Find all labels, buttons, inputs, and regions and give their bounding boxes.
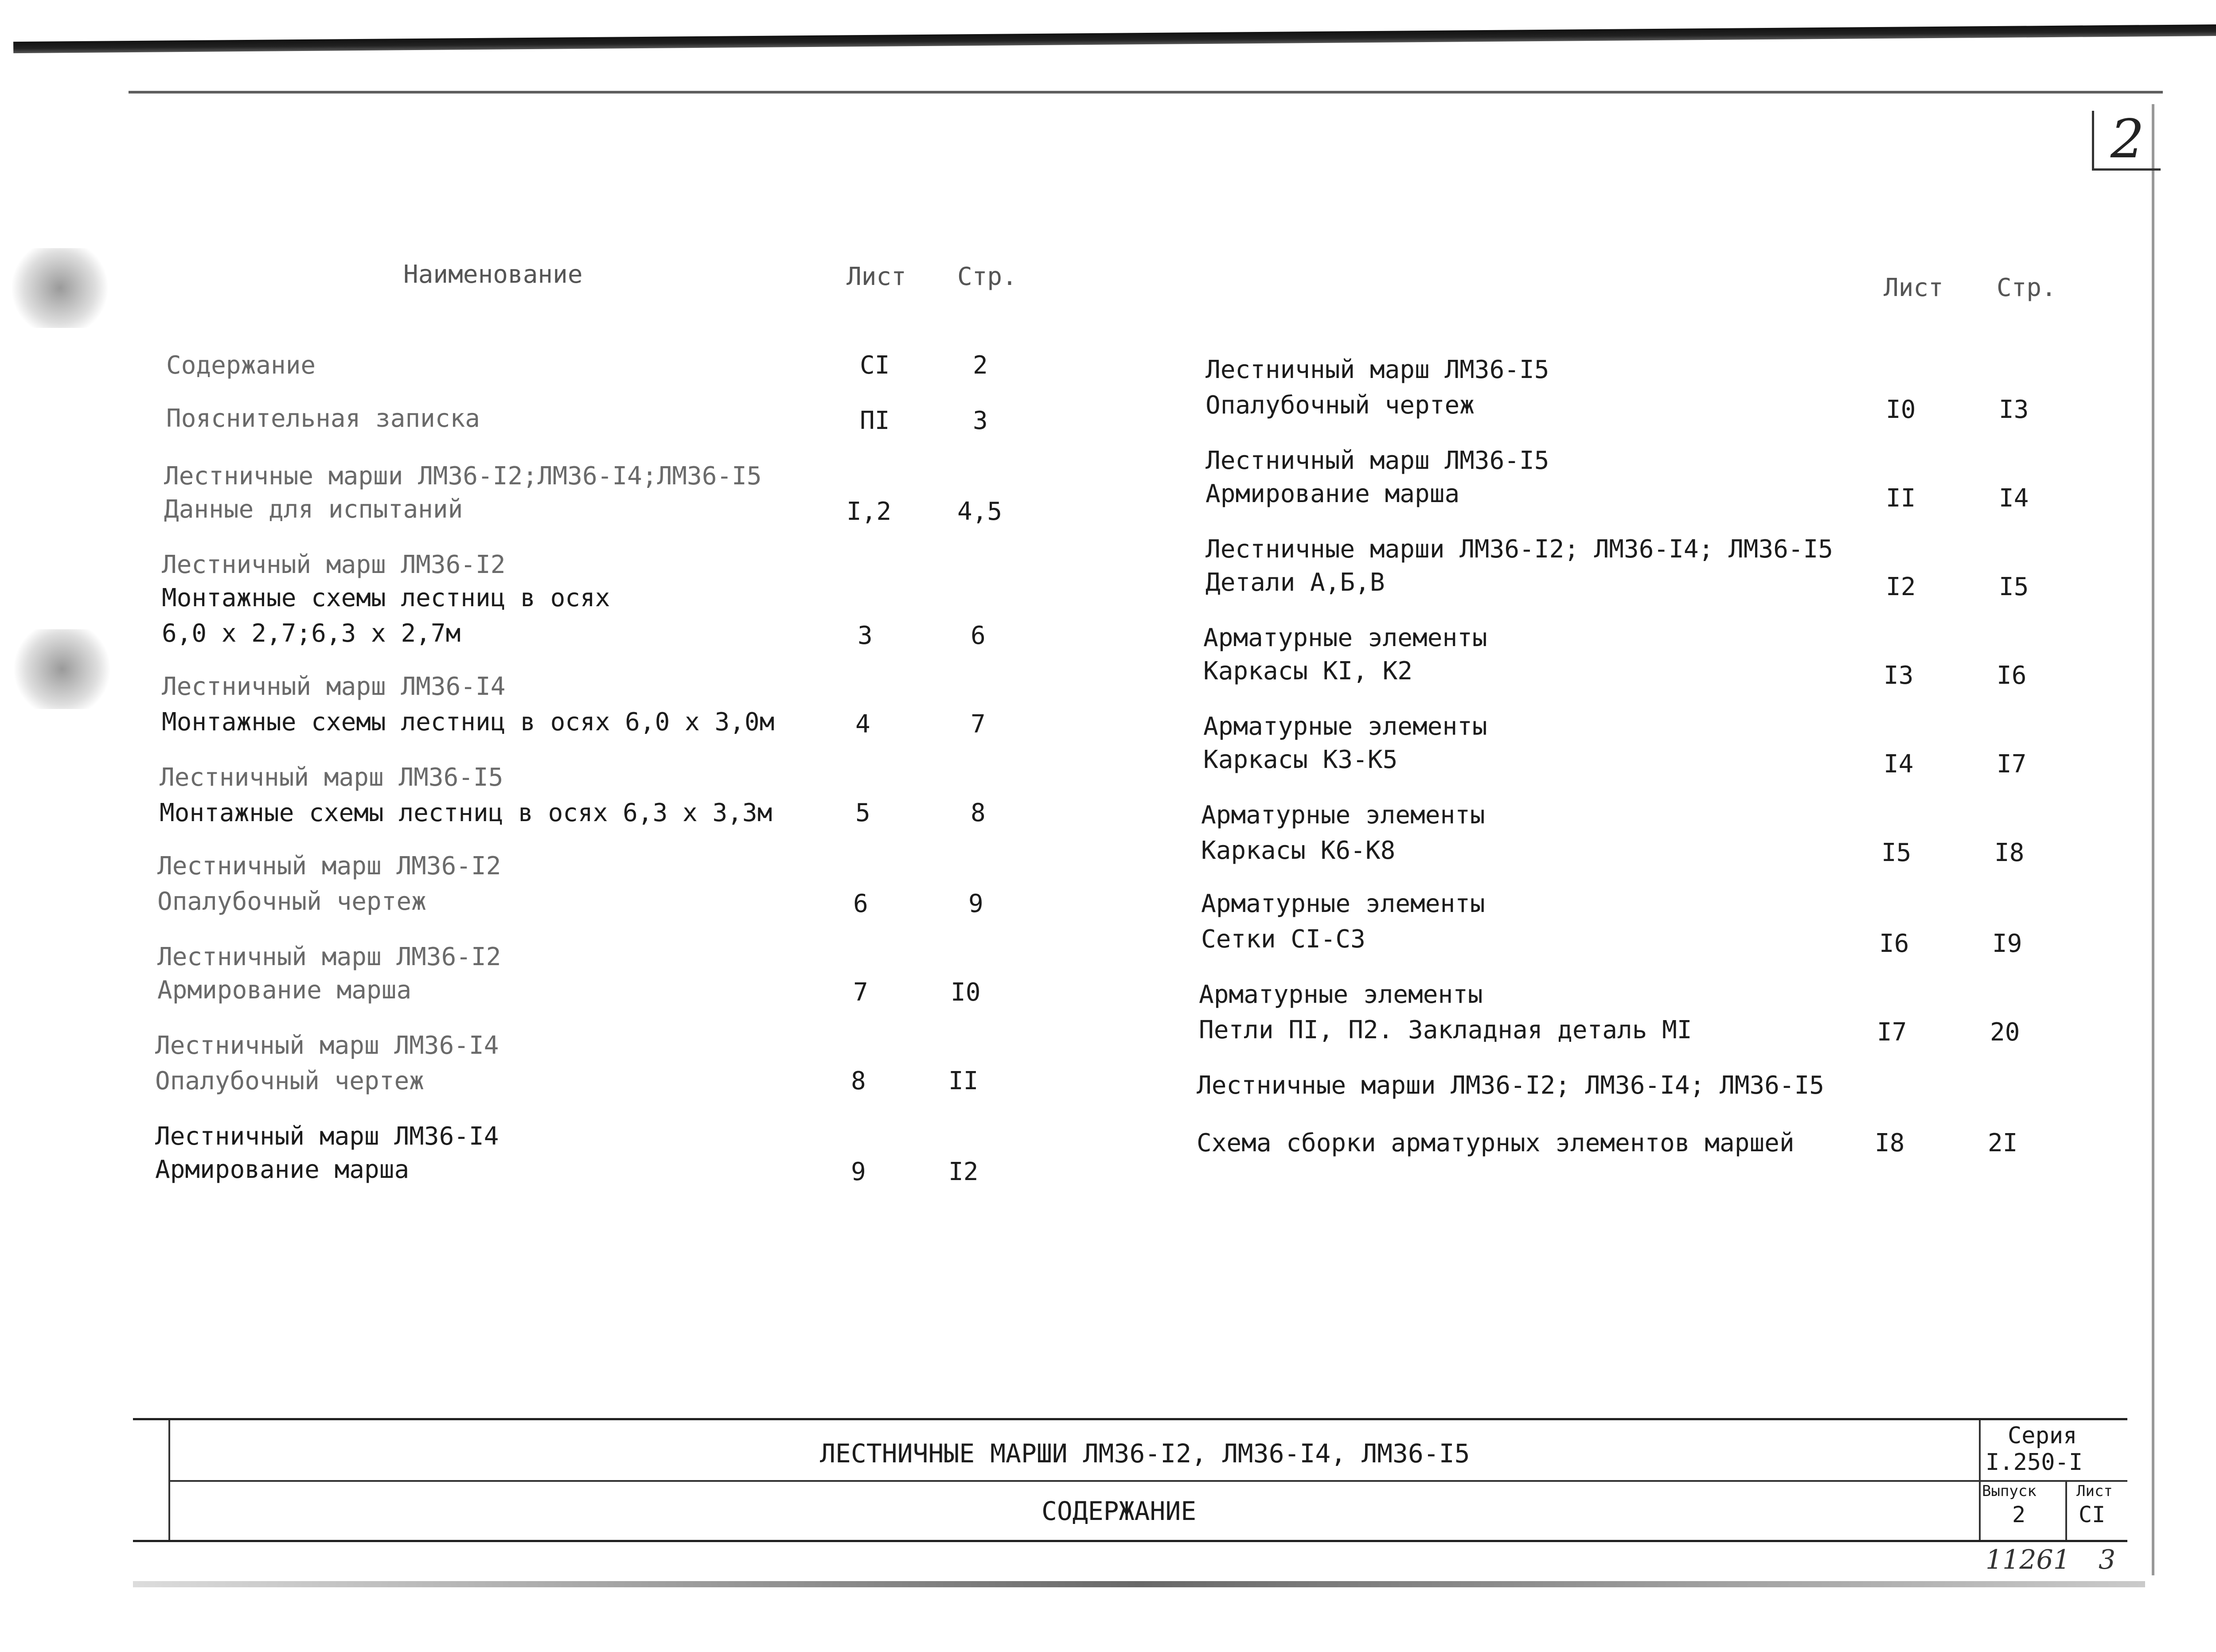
toc-entry-line: Лестничный марш ЛМ36-I4 <box>155 1122 499 1151</box>
series-label: Серия <box>2008 1422 2077 1449</box>
toc-entry-line: Арматурные элементы <box>1201 889 1485 918</box>
toc-entry-sheet: CI <box>860 351 890 380</box>
toc-entry-sheet: I5 <box>1881 838 1912 867</box>
toc-entry-sheet: I2 <box>1886 573 1916 601</box>
toc-entry-line: Пояснительная записка <box>166 404 480 433</box>
toc-entry-page: I6 <box>1997 661 2027 690</box>
scan-bottom-shadow <box>133 1581 2145 1587</box>
header-name: Наименование <box>403 260 583 289</box>
header-sheet-left: Лист <box>847 262 906 291</box>
header-page-left: Стр. <box>957 262 1017 291</box>
toc-entry-line: Лестничный марш ЛМ36-I2 <box>162 550 506 579</box>
toc-entry-page: I8 <box>1994 838 2025 867</box>
toc-entry-page: 4,5 <box>957 497 1003 526</box>
page-number-mark: 2 <box>2092 111 2161 171</box>
toc-entry-line: Лестничные марши ЛМ36-I2; ЛМ36-I4; ЛМ36-I5 <box>1197 1071 1825 1100</box>
toc-entry-line: Содержание <box>166 351 316 380</box>
toc-entry-line: Арматурные элементы <box>1203 623 1487 652</box>
toc-entry-page: I9 <box>1992 929 2022 958</box>
toc-entry-line: Лестничный марш ЛМ36-I2 <box>157 852 501 881</box>
toc-entry-page: I2 <box>948 1157 979 1186</box>
scan-edge-shadow <box>13 24 2216 53</box>
toc-entry-sheet: 3 <box>858 621 873 650</box>
toc-entry-line: Лестничный марш ЛМ36-I5 <box>1206 446 1549 475</box>
copy-number: 3 <box>2099 1544 2116 1575</box>
toc-entry-sheet: I0 <box>1886 395 1916 424</box>
toc-entry-line: Арматурные элементы <box>1201 801 1485 830</box>
toc-entry-sheet: ПI <box>860 406 890 435</box>
toc-entry-line: Монтажные схемы лестниц в осях 6,3 х 3,3м <box>160 799 772 827</box>
toc-entry-page: I5 <box>1999 573 2029 601</box>
toc-entry-line: Каркасы К6-К8 <box>1201 836 1396 865</box>
series-value: I.250-I <box>1986 1449 2083 1476</box>
stamp-row-divider <box>168 1480 2127 1482</box>
toc-entry-page: 8 <box>971 799 986 827</box>
toc-entry-page: 6 <box>971 621 986 650</box>
toc-entry-line: Детали А,Б,В <box>1206 568 1385 597</box>
header-sheet-right: Лист <box>1884 273 1943 302</box>
toc-entry-line: Лестничный марш ЛМ36-I4 <box>162 672 506 701</box>
toc-entry-line: Лестничный марш ЛМ36-I5 <box>160 763 503 792</box>
toc-entry-line: Лестничный марш ЛМ36-I2 <box>157 943 501 971</box>
toc-entry-line: Данные для испытаний <box>164 495 463 524</box>
toc-entry-page: 7 <box>971 710 986 739</box>
issue-label: Выпуск <box>1982 1482 2037 1500</box>
toc-entry-sheet: 6 <box>853 889 868 918</box>
toc-entry-line: Монтажные схемы лестниц в осях 6,0 х 3,0м <box>162 708 775 736</box>
sheet-value: CI <box>2079 1502 2106 1527</box>
toc-entry-line: Монтажные схемы лестниц в осях <box>162 584 610 612</box>
toc-entry-line: Петли ПI, П2. Закладная деталь МI <box>1199 1016 1692 1044</box>
issue-value: 2 <box>2012 1502 2026 1527</box>
stamp-subtitle: СОДЕРЖАНИЕ <box>1042 1496 1197 1526</box>
toc-entry-page: I4 <box>1999 484 2029 513</box>
sheet-label: Лист <box>2076 1482 2113 1500</box>
toc-entry-line: Схема сборки арматурных элементов маршей <box>1197 1129 1795 1157</box>
title-block <box>133 1418 2127 1542</box>
toc-entry-sheet: 7 <box>853 978 868 1007</box>
toc-entry-sheet: II <box>1886 484 1916 513</box>
toc-entry-sheet: I3 <box>1884 661 1914 690</box>
toc-entry-line: Каркасы КI, К2 <box>1203 657 1413 686</box>
toc-entry-line: Арматурные элементы <box>1203 712 1487 741</box>
toc-entry-page: 2 <box>973 351 988 380</box>
toc-entry-line: Лестничный марш ЛМ36-I5 <box>1206 355 1549 384</box>
toc-entry-page: 3 <box>973 406 988 435</box>
toc-entry-sheet: I6 <box>1879 929 1909 958</box>
toc-entry-line: Армирование марша <box>157 976 412 1005</box>
toc-entry-line: Опалубочный чертеж <box>155 1067 424 1095</box>
toc-entry-line: Армирование марша <box>155 1155 410 1184</box>
toc-entry-page: 9 <box>968 889 983 918</box>
toc-entry-sheet: I4 <box>1884 750 1914 779</box>
toc-entry-page: 20 <box>1990 1018 2020 1047</box>
archive-number: 11261 <box>1986 1544 2070 1575</box>
toc-entry-page: II <box>948 1067 979 1095</box>
scan-smudge <box>9 248 111 328</box>
toc-entry-sheet: 4 <box>855 710 870 739</box>
toc-entry-line: Каркасы К3-К5 <box>1203 745 1398 774</box>
toc-entry-line: Опалубочный чертеж <box>1206 391 1475 420</box>
toc-entry-line: 6,0 х 2,7;6,3 х 2,7м <box>162 619 461 648</box>
toc-entry-page: I7 <box>1997 750 2027 779</box>
frame-top-border <box>129 91 2163 94</box>
toc-entry-sheet: I,2 <box>847 497 892 526</box>
toc-entry-line: Арматурные элементы <box>1199 980 1483 1009</box>
header-page-right: Стр. <box>1997 273 2056 302</box>
toc-entry-line: Армирование марша <box>1206 479 1460 508</box>
toc-entry-line: Опалубочный чертеж <box>157 887 426 916</box>
toc-entry-sheet: 5 <box>855 799 870 827</box>
toc-entry-line: Лестничные марши ЛМ36-I2; ЛМ36-I4; ЛМ36-I5 <box>1206 535 1834 564</box>
toc-entry-sheet: 9 <box>851 1157 866 1186</box>
toc-entry-line: Лестничный марш ЛМ36-I4 <box>155 1031 499 1060</box>
toc-entry-line: Лестничные марши ЛМ36-I2;ЛМ36-I4;ЛМ36-I5 <box>164 462 762 491</box>
toc-entry-page: I3 <box>1999 395 2029 424</box>
toc-entry-sheet: I7 <box>1877 1018 1907 1047</box>
stamp-cell-divider <box>2065 1480 2067 1540</box>
stamp-title: ЛЕСТНИЧНЫЕ МАРШИ ЛМ36-I2, ЛМ36-I4, ЛМ36-I5 <box>820 1438 1470 1469</box>
toc-entry-line: Сетки СI-С3 <box>1201 925 1365 954</box>
toc-entry-sheet: I8 <box>1875 1129 1905 1157</box>
toc-entry-sheet: 8 <box>851 1067 866 1095</box>
frame-right-border <box>2152 104 2154 1575</box>
toc-entry-page: 2I <box>1988 1129 2018 1157</box>
scan-smudge <box>11 629 113 709</box>
toc-entry-page: I0 <box>951 978 981 1007</box>
